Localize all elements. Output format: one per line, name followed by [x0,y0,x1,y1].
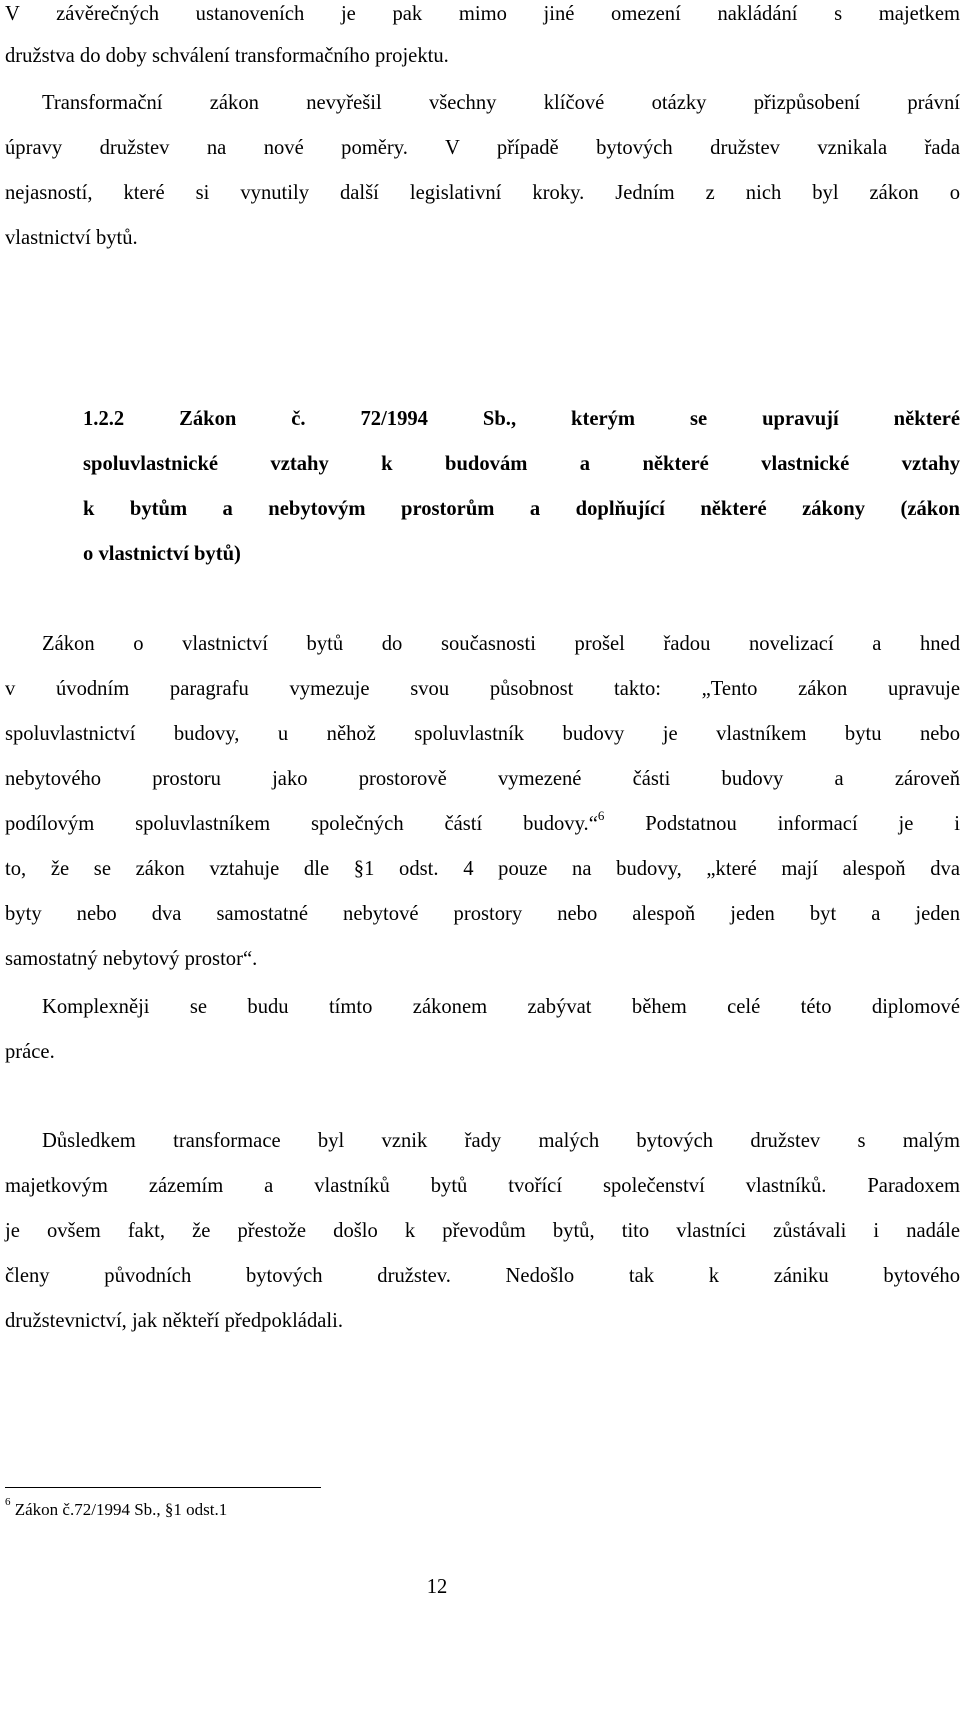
footnote-separator [5,1487,321,1488]
paragraph-1-line-1: V závěrečných ustanoveních je pak mimo jiné omezení nakládání s majetkem [5,3,960,25]
section-heading-line-2: spoluvlastnické vztahy k budovám a některé vlastnické vztahy [83,453,960,475]
paragraph-4-line-1: Komplexněji se budu tímto zákonem zabývat během celé této diplomové [42,996,960,1018]
paragraph-5-line-5: družstevnictví, jak někteří předpokládali. [5,1310,343,1332]
section-heading-line-4: o vlastnictví bytů) [83,543,241,565]
paragraph-5-line-2: majetkovým zázemím a vlastníků bytů tvořící společenství vlastníků. Paradoxem [5,1175,960,1197]
paragraph-3-line-5-text: podílovým spoluvlastníkem společných částí budovy.“ [5,813,598,835]
section-heading-line-1: 1.2.2 Zákon č. 72/1994 Sb., kterým se upravují některé [83,408,960,430]
paragraph-3-line-8: samostatný nebytový prostor“. [5,948,258,970]
paragraph-3-line-6: to, že se zákon vztahuje dle §1 odst. 4 pouze na budovy, „které mají alespoň dva [5,858,960,880]
paragraph-3-line-1: Zákon o vlastnictví bytů do současnosti prošel řadou novelizací a hned [42,633,960,655]
paragraph-1-line-2: družstva do doby schválení transformačního projektu. [5,45,449,67]
paragraph-2-line-3: nejasností, které si vynutily další legislativní kroky. Jedním z nich byl zákon o [5,182,960,204]
paragraph-3-line-5-tail: Podstatnou informací je i [604,813,960,835]
paragraph-2-line-4: vlastnictví bytů. [5,227,138,249]
paragraph-2-line-1: Transformační zákon nevyřešil všechny klíčové otázky přizpůsobení právní [42,92,960,114]
paragraph-5-line-4: členy původních bytových družstev. Nedošlo tak k zániku bytového [5,1265,960,1287]
paragraph-4-line-2: práce. [5,1041,55,1063]
footnote-text: Zákon č.72/1994 Sb., §1 odst.1 [10,1500,228,1519]
footnote-reference: 6 [597,808,605,824]
page-number: 12 [426,1576,448,1598]
paragraph-3-line-7: byty nebo dva samostatné nebytové prostory nebo alespoň jeden byt a jeden [5,903,960,925]
footnote [5,1496,228,1521]
section-heading-line-3: k bytům a nebytovým prostorům a doplňující některé zákony (zákon [83,498,960,520]
paragraph-3-line-2: v úvodním paragrafu vymezuje svou působnost takto: „Tento zákon upravuje [5,678,960,700]
paragraph-5-line-1: Důsledkem transformace byl vznik řady malých bytových družstev s malým [42,1130,960,1152]
paragraph-3-line-5 [5,810,960,838]
paragraph-3-line-3: spoluvlastnictví budovy, u něhož spoluvlastník budovy je vlastníkem bytu nebo [5,723,960,745]
paragraph-2-line-2: úpravy družstev na nové poměry. V případě bytových družstev vznikala řada [5,137,960,159]
paragraph-3-line-4: nebytového prostoru jako prostorově vymezené části budovy a zároveň [5,768,960,790]
footnote-number: 6 [5,1496,11,1509]
paragraph-5-line-3: je ovšem fakt, že přestože došlo k převodům bytů, tito vlastníci zůstávali i nadále [5,1220,960,1242]
